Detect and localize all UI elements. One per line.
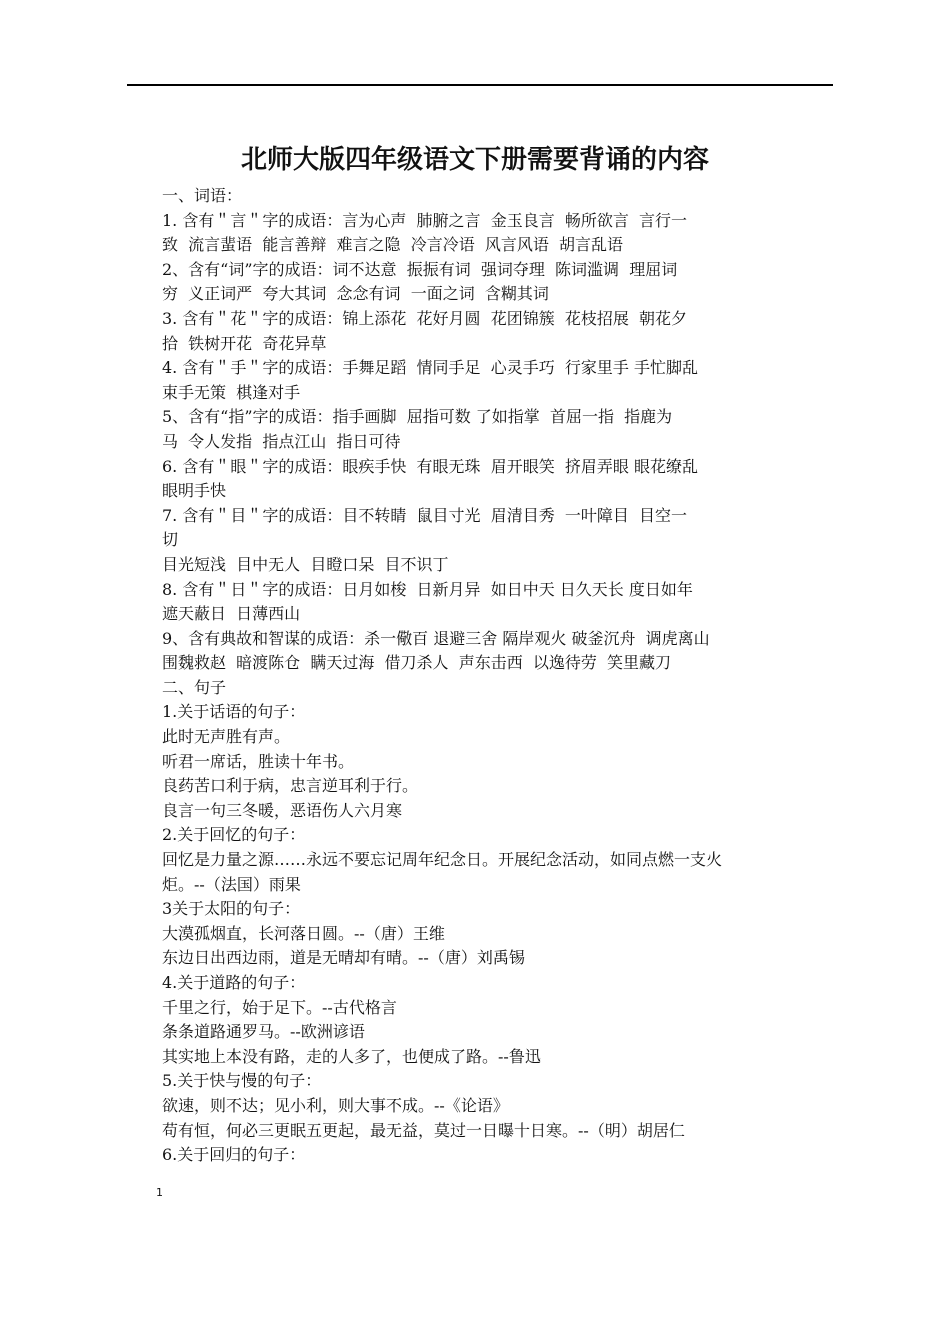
page-number: 1 xyxy=(156,1186,163,1199)
text-line: 6. 含有＂眼＂字的成语：眼疾手快 有眼无珠 眉开眼笑 挤眉弄眼 眼花缭乱 xyxy=(162,456,698,476)
text-line: 围魏救赵 暗渡陈仓 瞒天过海 借刀杀人 声东击西 以逸待劳 笑里藏刀 xyxy=(162,653,672,673)
text-line: 马 令人发指 指点江山 指日可待 xyxy=(162,431,401,451)
text-line: 2、含有“词”字的成语：词不达意 振振有词 强词夺理 陈词滥调 理屈词 xyxy=(162,259,678,279)
page-title: 北师大版四年级语文下册需要背诵的内容 xyxy=(240,145,709,175)
text-line: 此时无声胜有声。 xyxy=(162,727,291,747)
text-line: 5、含有“指”字的成语：指手画脚 屈指可数 了如指掌 首屈一指 指鹿为 xyxy=(162,407,673,427)
text-line: 二、句子 xyxy=(162,677,227,697)
text-line: 千里之行，始于足下。--古代格言 xyxy=(162,997,397,1017)
text-line: 眼明手快 xyxy=(162,481,227,501)
text-line: 2.关于回忆的句子： xyxy=(162,825,306,845)
text-line: 大漠孤烟直，长河落日圆。--（唐）王维 xyxy=(162,923,445,943)
text-line: 3. 含有＂花＂字的成语：锦上添花 花好月圆 花团锦簇 花枝招展 朝花夕 xyxy=(162,308,688,328)
text-line: 东边日出西边雨，道是无晴却有晴。--（唐）刘禹锡 xyxy=(162,948,525,968)
text-line: 穷 义正词严 夸大其词 念念有词 一面之词 含糊其词 xyxy=(162,284,549,304)
text-line: 7. 含有＂目＂字的成语：目不转睛 鼠目寸光 眉清目秀 一叶障目 目空一 xyxy=(162,505,688,525)
text-line: 良药苦口利于病，忠言逆耳利于行。 xyxy=(162,776,419,796)
text-line: 束手无策 棋逢对手 xyxy=(162,382,301,402)
text-line: 条条道路通罗马。--欧洲谚语 xyxy=(162,1022,365,1042)
text-line: 切 xyxy=(162,530,179,550)
text-line: 8. 含有＂日＂字的成语：日月如梭 日新月异 如日中天 日久天长 度日如年 xyxy=(162,579,693,599)
text-line: 拾 铁树开花 奇花异草 xyxy=(162,333,327,353)
header-rule xyxy=(127,84,833,86)
text-line: 其实地上本没有路，走的人多了，也便成了路。--鲁迅 xyxy=(162,1046,541,1066)
text-line: 炬。--（法国）雨果 xyxy=(162,874,301,894)
document-body xyxy=(162,184,842,1168)
text-line: 一、词语： xyxy=(162,186,243,205)
text-line: 4. 含有＂手＂字的成语：手舞足蹈 情同手足 心灵手巧 行家里手 手忙脚乱 xyxy=(162,358,698,378)
text-line: 良言一句三冬暖，恶语伤人六月寒 xyxy=(162,800,403,820)
text-line: 3关于太阳的句子： xyxy=(162,899,301,919)
text-line: 1. 含有＂言＂字的成语：言为心声 肺腑之言 金玉良言 畅所欲言 言行一 xyxy=(162,210,688,230)
text-line: 9、含有典故和智谋的成语：杀一儆百 退避三舍 隔岸观火 破釜沉舟 调虎离山 xyxy=(162,628,710,648)
text-line: 致 流言蜚语 能言善辩 难言之隐 冷言冷语 风言风语 胡言乱语 xyxy=(162,235,624,255)
text-line: 1.关于话语的句子： xyxy=(162,702,306,722)
text-line: 目光短浅 目中无人 目瞪口呆 目不识丁 xyxy=(162,554,449,574)
text-line: 苟有恒，何必三更眠五更起，最无益，莫过一日曝十日寒。--（明）胡居仁 xyxy=(162,1120,685,1140)
text-line: 欲速，则不达；见小利，则大事不成。--《论语》 xyxy=(162,1095,509,1115)
text-line: 5.关于快与慢的句子： xyxy=(162,1071,322,1091)
text-line: 6.关于回归的句子： xyxy=(162,1145,306,1165)
text-line: 4.关于道路的句子： xyxy=(162,973,306,992)
text-line: 遮天蔽日 日薄西山 xyxy=(162,604,301,624)
text-line: 回忆是力量之源……永远不要忘记周年纪念日。开展纪念活动，如同点燃一支火 xyxy=(162,850,723,870)
text-line: 听君一席话，胜读十年书。 xyxy=(162,751,355,771)
